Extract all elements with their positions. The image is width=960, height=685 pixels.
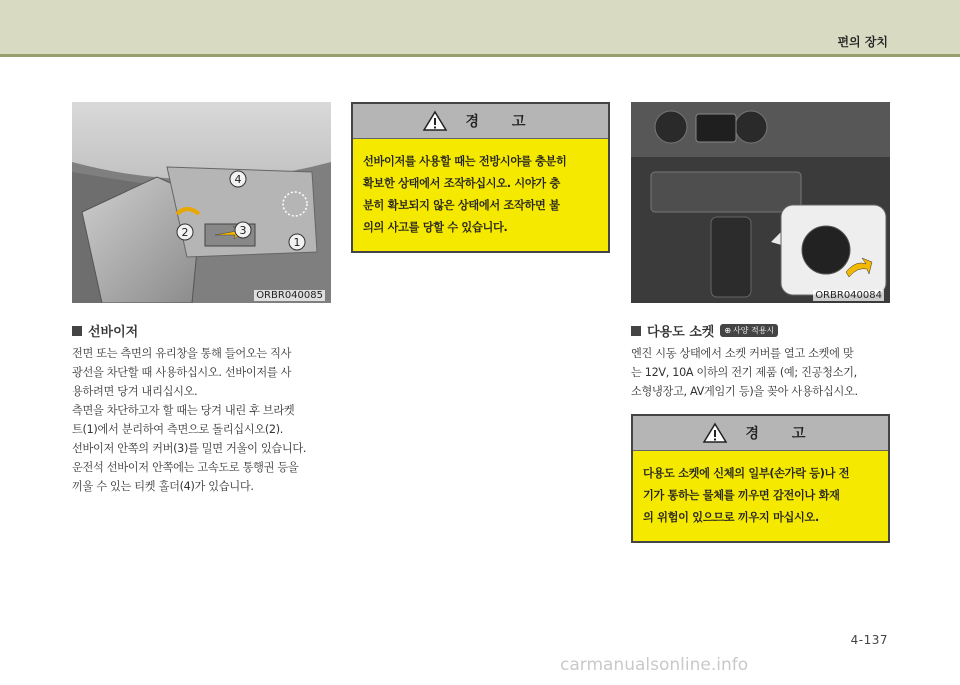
callout-4: 4 [234,173,242,186]
text-line: 소형냉장고, AV게임기 등)을 꽂아 사용하십시오. [631,385,858,398]
power-outlet-photo [631,102,890,303]
sun-visor-photo [72,102,331,303]
warning-line: 기가 통하는 물체를 끼우면 감전이나 화재 [643,489,840,502]
figure-caption: ORBR040085 [256,290,323,301]
text-line: 광선을 차단할 때 사용하십시오. 선바이저를 사 [72,366,292,379]
warning-line: 다용도 소켓에 신체의 일부(손가락 등)나 전 [643,467,850,480]
power-outlet-illustration [631,102,890,303]
warning-header [353,104,608,139]
section-title-text: 선바이저 [88,325,139,340]
option-badge [720,324,778,337]
warning-line: 선바이저를 사용할 때는 전방시야를 충분히 [363,155,567,168]
warning-line: 분히 확보되지 않은 상태에서 조작하면 불 [363,199,560,212]
header-rule [0,54,960,57]
text-line: 트(1)에서 분리하여 측면으로 돌리십시오(2). [72,423,284,436]
callout-3: 3 [239,224,247,237]
text-line: 끼울 수 있는 티켓 홀더(4)가 있습니다. [72,480,254,493]
badge-text: 사양 적용시 [733,326,775,335]
warning-line: 확보한 상태에서 조작하십시오. 시야가 충 [363,177,560,190]
figure-caption: ORBR040084 [815,290,882,301]
warning-box-power-outlet [631,414,890,543]
callout-2: 2 [181,226,189,239]
warning-triangle-icon [422,110,448,132]
page-header [0,0,960,54]
warning-box-sun-visor [351,102,610,253]
bullet-square-icon [72,326,82,336]
plus-icon: ⊕ [724,326,732,335]
warning-triangle-icon [702,422,728,444]
sun-visor-illustration [72,102,331,303]
warning-text [633,451,888,541]
power-outlet-description [631,344,896,401]
text-line: 운전석 선바이저 안쪽에는 고속도로 통행권 등을 [72,461,299,474]
sun-visor-description [72,344,334,496]
warning-text [353,139,608,251]
warning-label: 경 고 [745,426,820,442]
bullet-square-icon [631,326,641,336]
text-line: 선바이저 안쪽의 커버(3)를 밀면 거울이 있습니다. [72,442,307,455]
warning-line: 의 위험이 있으므로 끼우지 마십시오. [643,511,819,524]
warning-label: 경 고 [465,114,540,130]
header-title: 편의 장치 [837,35,888,49]
text-line: 측면을 차단하고자 할 때는 당겨 내린 후 브라켓 [72,404,295,417]
text-line: 전면 또는 측면의 유리창을 통해 들어오는 직사 [72,347,292,360]
section-title-text: 다용도 소켓 [647,325,715,340]
section-title-power-outlet [631,321,778,340]
watermark: carmanualsonline.info [560,655,749,675]
text-line: 는 12V, 10A 이하의 전기 제품 (예; 진공청소기, [631,366,857,379]
text-line: 엔진 시동 상태에서 소켓 커버를 열고 소켓에 맞 [631,347,854,360]
callout-1: 1 [293,236,301,249]
page-number: 4-137 [850,633,888,647]
section-title-sun-visor [72,321,138,340]
warning-line: 의의 사고를 당할 수 있습니다. [363,221,508,234]
text-line: 용하려면 당겨 내리십시오. [72,385,198,398]
warning-header [633,416,888,451]
